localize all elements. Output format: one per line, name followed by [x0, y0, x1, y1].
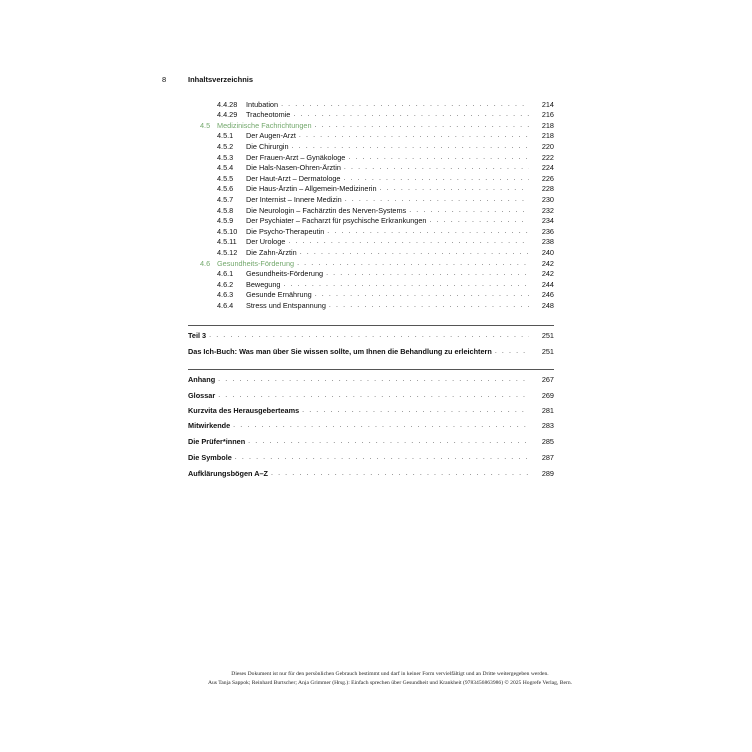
dot-leader [209, 332, 529, 339]
toc-entry-page: 283 [541, 421, 554, 430]
running-header-title: Inhaltsverzeichnis [188, 75, 254, 84]
toc-entry-page: 232 [541, 205, 554, 215]
toc-entry-page: 244 [541, 279, 554, 289]
dot-leader [344, 164, 529, 171]
toc-entry[interactable] [217, 279, 554, 290]
dot-leader [271, 470, 529, 477]
dot-leader [248, 438, 529, 445]
dot-leader [315, 122, 529, 129]
toc-entry[interactable] [217, 289, 554, 300]
dot-leader [429, 217, 529, 224]
toc-entry-label: Der Internist – Innere Medizin [246, 194, 342, 204]
toc-entry-page: 222 [541, 152, 554, 162]
toc-entry-label: Gesundheits-Förderung [246, 269, 324, 279]
dot-leader [344, 175, 530, 182]
dot-leader [297, 260, 529, 267]
toc-section-heading[interactable] [200, 258, 554, 269]
toc-entry-label: Die Haus-Ärztin – Allgemein-Medizinerin [246, 184, 377, 194]
toc-entry-label: Die Chirurgin [246, 141, 289, 151]
toc-entry-label: Stress und Entspannung [246, 300, 326, 310]
toc-entry-number: 4.5.3 [217, 152, 234, 162]
toc-entry[interactable] [217, 130, 554, 141]
toc-entry[interactable] [217, 141, 554, 152]
toc-entry-number: 4.5.7 [217, 194, 234, 204]
toc-entry-label: Tracheotomie [246, 110, 291, 120]
toc-entry-page: 238 [541, 237, 554, 247]
toc-main-entry[interactable] [188, 330, 554, 341]
toc-main-entry[interactable] [188, 405, 554, 416]
toc-entry-label: Die Hals-Nasen-Ohren-Ärztin [246, 163, 341, 173]
toc-entry-page: 218 [541, 131, 554, 141]
dot-leader [409, 207, 529, 214]
toc-entry-label: Kurzvita des Herausgeberteams [188, 406, 300, 415]
toc-entry-label: Der Augen-Arzt [246, 131, 296, 141]
toc-entry-number: 4.5.10 [217, 226, 238, 236]
toc-entry-page: 224 [541, 163, 554, 173]
toc-main-entry[interactable] [188, 346, 554, 357]
footer-citation: Aus Tanja Sappok; Reinhard Burtscher; Anja Grimmer (Hrsg.): Einfach sprechen über Gesundheit und Krankheit (9783456863986) © 2025 Hogrefe Verlag, Bern. [207, 680, 573, 686]
toc-entry-label: Die Psycho-Therapeutin [246, 226, 325, 236]
toc-entry-page: 242 [541, 258, 554, 268]
toc-entry[interactable] [217, 205, 554, 216]
toc-entry-number: 4.5.4 [217, 163, 234, 173]
toc-entry[interactable] [217, 99, 554, 110]
toc-entry-page: 248 [541, 300, 554, 310]
toc-entry-label: Aufklärungsbögen A–Z [188, 469, 268, 478]
toc-entry-page: 218 [541, 120, 554, 130]
toc-entry[interactable] [217, 109, 554, 120]
toc-entry-page: 226 [541, 173, 554, 183]
toc-section-heading[interactable] [200, 120, 554, 131]
toc-entry-page: 216 [541, 110, 554, 120]
toc-main-entry[interactable] [188, 390, 554, 401]
toc-entry-number: 4.5.6 [217, 184, 234, 194]
dot-leader [327, 228, 529, 235]
toc-entry-page: 267 [541, 375, 554, 384]
toc-entry-number: 4.5.1 [217, 131, 234, 141]
toc-entry-page: 269 [541, 391, 554, 400]
toc-entry-label: Teil 3 [188, 331, 207, 340]
toc-entry-page: 281 [541, 406, 554, 415]
toc-entry-label: Intubation [246, 99, 279, 109]
toc-entry-number: 4.6.1 [217, 269, 234, 279]
dot-leader [284, 281, 530, 288]
toc-entry-page: 251 [541, 331, 554, 340]
toc-entry-label: Die Neurologin – Fachärztin des Nerven-Systems [246, 205, 407, 215]
toc-entry-label: Das Ich-Buch: Was man über Sie wissen sollte, um Ihnen die Behandlung zu erleichtern [188, 347, 492, 356]
dot-leader [288, 238, 529, 245]
toc-main-entry[interactable] [188, 452, 554, 463]
toc-entry-page: 285 [541, 437, 554, 446]
dot-leader [233, 422, 529, 429]
toc-main-entry[interactable] [188, 420, 554, 431]
toc-entry-number: 4.4.28 [217, 99, 238, 109]
toc-entry-page: 251 [541, 347, 554, 356]
toc-entry-number: 4.6.2 [217, 279, 234, 289]
toc-entry[interactable] [217, 162, 554, 173]
toc-entry-page: 240 [541, 247, 554, 257]
toc-entry-number: 4.6.4 [217, 300, 234, 310]
dot-leader [329, 302, 529, 309]
toc-entry-page: 242 [541, 269, 554, 279]
dot-leader [292, 143, 529, 150]
toc-entry[interactable] [217, 236, 554, 247]
toc-entry-label: Die Zahn-Ärztin [246, 247, 297, 257]
toc-entry-number: 4.5.2 [217, 141, 234, 151]
toc-entry-page: 246 [541, 290, 554, 300]
toc-entry-page: 287 [541, 453, 554, 462]
toc-main-entry[interactable] [188, 374, 554, 385]
toc-entry-page: 214 [541, 99, 554, 109]
toc-entry-number: 4.5.12 [217, 247, 238, 257]
toc-entry-number: 4.5.9 [217, 216, 234, 226]
toc-entry[interactable] [217, 268, 554, 279]
toc-entry-label: Gesundheits-Förderung [217, 258, 295, 268]
toc-entry-label: Der Urologe [246, 237, 286, 247]
toc-entry-number: 4.5 [200, 120, 211, 130]
page-number: 8 [162, 75, 167, 84]
toc-entry-label: Die Prüfer*innen [188, 437, 246, 446]
toc-entry[interactable] [217, 226, 554, 237]
toc-entry-label: Medizinische Fachrichtungen [217, 120, 312, 130]
toc-entry-label: Glossar [188, 391, 216, 400]
dot-leader [326, 270, 529, 277]
toc-entry-label: Die Symbole [188, 453, 232, 462]
toc-entry-label: Der Frauen-Arzt – Gynäkologe [246, 152, 346, 162]
dot-leader [345, 196, 529, 203]
toc-entry-page: 289 [541, 469, 554, 478]
toc-entry-label: Der Haut-Arzt – Dermatologe [246, 173, 341, 183]
dot-leader [315, 291, 529, 298]
toc-entry-label: Gesunde Ernährung [246, 290, 312, 300]
toc-entry-label: Der Psychiater – Facharzt für psychische Erkrankungen [246, 216, 427, 226]
toc-entry-page: 228 [541, 184, 554, 194]
toc-entry-page: 220 [541, 141, 554, 151]
dot-leader [300, 249, 529, 256]
dot-leader [380, 185, 529, 192]
toc-entry-label: Mitwirkende [188, 421, 231, 430]
toc-entry-page: 234 [541, 216, 554, 226]
dot-leader [218, 376, 529, 383]
toc-entry[interactable] [217, 247, 554, 258]
toc-entry[interactable] [217, 152, 554, 163]
toc-entry-page: 230 [541, 194, 554, 204]
toc-entry[interactable] [217, 300, 554, 311]
toc-entry[interactable] [217, 215, 554, 226]
toc-entry-number: 4.5.11 [217, 237, 237, 247]
footer-notice: Dieses Dokument ist nur für den persönlichen Gebrauch bestimmt und darf in keiner Form vervielfältigt und an Dritte weitergegeben werden. [231, 671, 549, 677]
dot-leader [302, 407, 529, 414]
toc-entry-label: Bewegung [246, 279, 281, 289]
toc-entry[interactable] [217, 173, 554, 184]
dot-leader [495, 348, 529, 355]
toc-entry-page: 236 [541, 226, 554, 236]
dot-leader [299, 132, 529, 139]
dot-leader [293, 111, 529, 118]
toc-entry[interactable] [217, 183, 554, 194]
toc-entry-number: 4.5.5 [217, 173, 234, 183]
toc-entry-number: 4.6 [200, 258, 211, 268]
toc-main-entry[interactable] [188, 468, 554, 479]
divider [188, 369, 554, 370]
toc-entry[interactable] [217, 194, 554, 205]
toc-entry-number: 4.4.29 [217, 110, 238, 120]
toc-entry-number: 4.6.3 [217, 290, 234, 300]
dot-leader [348, 154, 529, 161]
divider [188, 325, 554, 326]
toc-entry-number: 4.5.8 [217, 205, 234, 215]
dot-leader [235, 454, 529, 461]
toc-main-entry[interactable] [188, 436, 554, 447]
toc-entry-label: Anhang [188, 375, 216, 384]
dot-leader [281, 101, 529, 108]
dot-leader [218, 392, 529, 399]
